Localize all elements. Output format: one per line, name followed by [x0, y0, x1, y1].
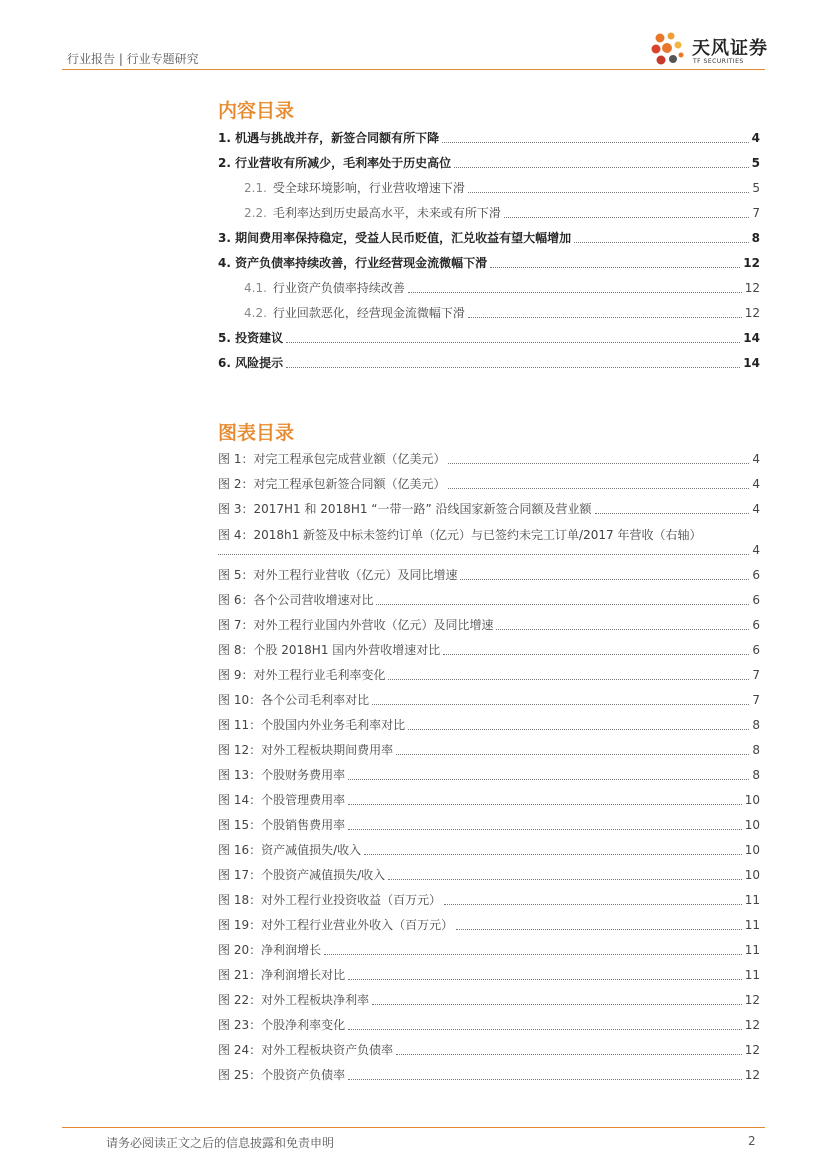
toc-subitem[interactable]: 4.2. 行业回款恶化，经营现金流微幅下滑 12 — [244, 306, 760, 320]
logo-en-text: TF SECURITIES — [693, 58, 744, 65]
figure-item[interactable]: 图 23：个股净利率变化 12 — [218, 1018, 760, 1032]
toc-subitem[interactable]: 4.1. 行业资产负债率持续改善 12 — [244, 281, 760, 295]
figure-item[interactable]: 图 16：资产减值损失/收入 10 — [218, 843, 760, 857]
figure-item[interactable]: 图 8：个股 2018H1 国内外营收增速对比 6 — [218, 643, 760, 657]
toc-item[interactable]: 3. 期间费用率保持稳定，受益人民币贬值，汇兑收益有望大幅增加 8 — [218, 231, 760, 245]
figure-item-long[interactable]: 图 4：2018h1 新签及中标未签约订单（亿元）与已签约未完工订单/2017 年营收（右轴） — [218, 528, 702, 542]
logo-mark-icon — [650, 30, 688, 70]
disclaimer-note: 请务必阅读正文之后的信息披露和免责申明 — [106, 1136, 335, 1150]
header-divider — [62, 69, 765, 70]
figure-item[interactable]: 图 13：个股财务费用率 8 — [218, 768, 760, 782]
figure-item[interactable]: 图 10：各个公司毛利率对比 7 — [218, 693, 760, 707]
toc-item[interactable]: 5. 投资建议 14 — [218, 331, 760, 345]
toc-item[interactable]: 1. 机遇与挑战并存，新签合同额有所下降 4 — [218, 131, 760, 145]
figure-item[interactable]: 图 20：净利润增长 11 — [218, 943, 760, 957]
figure-item[interactable]: 图 22：对外工程板块净利率 12 — [218, 993, 760, 1007]
report-category: 行业报告 | 行业专题研究 — [67, 52, 199, 66]
figure-item[interactable]: 图 9：对外工程行业毛利率变化 7 — [218, 668, 760, 682]
toc-subitem[interactable]: 2.1. 受全球环境影响，行业营收增速下滑 5 — [244, 181, 760, 195]
figure-item[interactable]: 图 11：个股国内外业务毛利率对比 8 — [218, 718, 760, 732]
figure-item[interactable]: 图 25：个股资产负债率 12 — [218, 1068, 760, 1082]
figure-item[interactable]: 图 15：个股销售费用率 10 — [218, 818, 760, 832]
figure-item[interactable]: 图 7：对外工程行业国内外营收（亿元）及同比增速 6 — [218, 618, 760, 632]
figure-item[interactable]: 图 3：2017H1 和 2018H1 “一带一路” 沿线国家新签合同额及营业额 4 — [218, 502, 760, 516]
toc-title: 内容目录 — [218, 100, 295, 122]
figure-item[interactable]: 图 5：对外工程行业营收（亿元）及同比增速 6 — [218, 568, 760, 582]
figures-title: 图表目录 — [218, 422, 295, 444]
toc-item[interactable]: 2. 行业营收有所减少，毛利率处于历史高位 5 — [218, 156, 760, 170]
footer-divider — [62, 1127, 765, 1128]
figure-item[interactable]: 图 6：各个公司营收增速对比 6 — [218, 593, 760, 607]
figure-item[interactable]: 图 17：个股资产减值损失/收入 10 — [218, 868, 760, 882]
figure-item[interactable]: 图 1：对完工程承包完成营业额（亿美元） 4 — [218, 452, 760, 466]
figure-item[interactable]: 图 18：对外工程行业投资收益（百万元） 11 — [218, 893, 760, 907]
figure-item[interactable]: 图 14：个股管理费用率 10 — [218, 793, 760, 807]
figure-item[interactable]: 图 19：对外工程行业营业外收入（百万元） 11 — [218, 918, 760, 932]
figure-item[interactable]: 图 24：对外工程板块资产负债率 12 — [218, 1043, 760, 1057]
company-logo — [650, 30, 770, 70]
figure-item-continuation: 4 — [218, 542, 760, 558]
toc-item[interactable]: 4. 资产负债率持续改善，行业经营现金流微幅下滑 12 — [218, 256, 760, 270]
page-number: 2 — [748, 1134, 756, 1148]
figure-item[interactable]: 图 2：对完工程承包新签合同额（亿美元） 4 — [218, 477, 760, 491]
figure-item[interactable]: 图 12：对外工程板块期间费用率 8 — [218, 743, 760, 757]
logo-cn-text: 天风证券 — [692, 38, 768, 59]
toc-item[interactable]: 6. 风险提示 14 — [218, 356, 760, 370]
toc-subitem[interactable]: 2.2. 毛利率达到历史最高水平，未来或有所下滑 7 — [244, 206, 760, 220]
figure-item[interactable]: 图 21：净利润增长对比 11 — [218, 968, 760, 982]
